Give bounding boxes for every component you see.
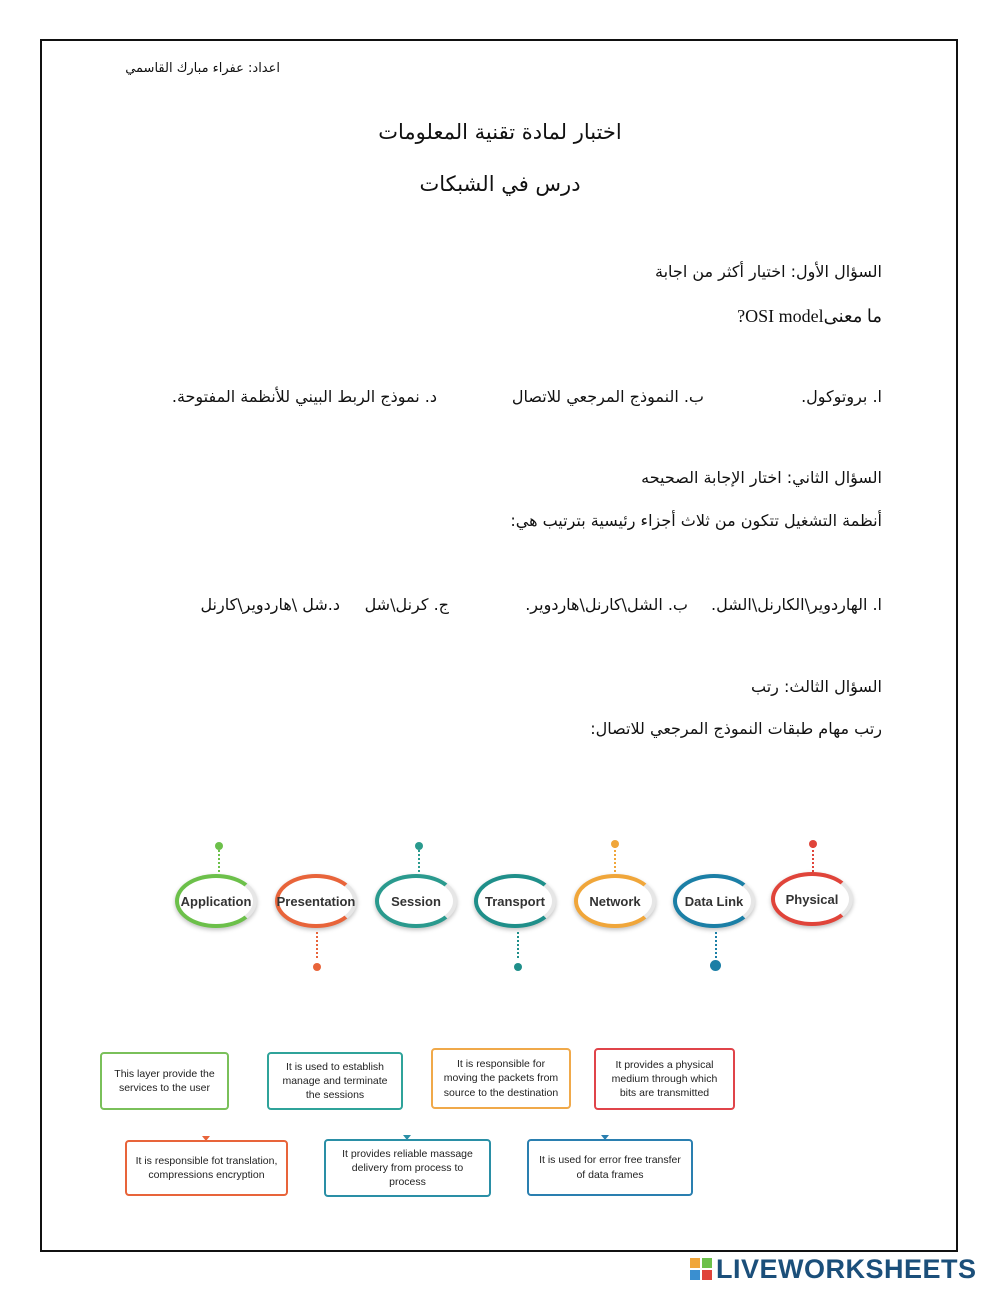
- description-box-2[interactable]: It is used to establish manage and terminate the sessions: [267, 1052, 403, 1110]
- layer-connector-dot: [215, 842, 223, 850]
- layer-physical[interactable]: Physical: [771, 872, 853, 926]
- layer-presentation[interactable]: Presentation: [275, 874, 357, 928]
- layer-session[interactable]: Session: [375, 874, 457, 928]
- q1-prompt: ?OSI modelما معنى: [737, 306, 882, 326]
- description-box-1[interactable]: This layer provide the services to the user: [100, 1052, 229, 1110]
- q2-option-d[interactable]: د.شل \هاردوير\كارنل: [200, 595, 340, 614]
- logo-tile: [702, 1270, 712, 1280]
- layer-connector-dot: [710, 960, 721, 971]
- author-line: اعداد: عفراء مبارك القاسمي: [125, 61, 280, 76]
- layer-connector-dot: [415, 842, 423, 850]
- box-tab: [403, 1135, 411, 1140]
- layer-application[interactable]: Application: [175, 874, 257, 928]
- layer-connector-dot: [313, 963, 321, 971]
- layer-connector-dot: [514, 963, 522, 971]
- box-tab: [202, 1136, 210, 1141]
- q1-option-b[interactable]: ب. النموذج المرجعي للاتصال: [511, 387, 704, 406]
- box-tab: [601, 1135, 609, 1140]
- layer-connector-dot: [611, 840, 619, 848]
- description-box-3[interactable]: It is responsible for moving the packets from source to the destination: [431, 1048, 571, 1109]
- q2-option-a[interactable]: ا. الهاردوير\الكارنل\الشل.: [711, 595, 882, 614]
- q1-option-d[interactable]: د. نموذج الربط البيني للأنظمة المفتوحة.: [171, 387, 437, 406]
- logo-mark-icon: [690, 1258, 712, 1280]
- logo-tile: [690, 1270, 700, 1280]
- q2-heading: السؤال الثاني: اختار الإجابة الصحيحه: [641, 468, 882, 487]
- layer-connector: [316, 932, 318, 958]
- q2-option-b[interactable]: ب. الشل\كارنل\هاردوير.: [525, 595, 688, 614]
- q1-heading: السؤال الأول: اختيار أكثر من اجابة: [655, 262, 882, 281]
- layer-connector: [517, 932, 519, 958]
- q2-option-c[interactable]: ج. كرنل\شل: [364, 595, 449, 614]
- logo-tile: [690, 1258, 700, 1268]
- q1-option-a[interactable]: ا. بروتوكول.: [801, 387, 882, 406]
- description-box-7[interactable]: It is used for error free transfer of data frames: [527, 1139, 693, 1196]
- layer-network[interactable]: Network: [574, 874, 656, 928]
- liveworksheets-logo: [690, 1255, 977, 1283]
- layer-data-link[interactable]: Data Link: [673, 874, 755, 928]
- layer-connector: [812, 846, 814, 872]
- page-title: اختبار لمادة تقنية المعلومات: [378, 120, 622, 144]
- description-box-5[interactable]: It is responsible fot translation, compressions encryption: [125, 1140, 288, 1196]
- q3-heading: السؤال الثالث: رتب: [751, 677, 882, 696]
- logo-wordmark: LIVEWORKSHEETS: [716, 1253, 977, 1284]
- logo-tile: [702, 1258, 712, 1268]
- layer-connector: [715, 932, 717, 958]
- q3-prompt: رتب مهام طبقات النموذج المرجعي للاتصال:: [590, 719, 882, 738]
- layer-transport[interactable]: Transport: [474, 874, 556, 928]
- page-subtitle: درس في الشبكات: [419, 172, 581, 196]
- description-box-6[interactable]: It provides reliable massage delivery from process to process: [324, 1139, 491, 1197]
- layer-connector-dot: [809, 840, 817, 848]
- description-box-4[interactable]: It provides a physical medium through which bits are transmitted: [594, 1048, 735, 1110]
- layer-connector: [614, 846, 616, 872]
- q2-prompt: أنظمة التشغيل تتكون من ثلاث أجزاء رئيسية بترتيب هي:: [510, 511, 882, 530]
